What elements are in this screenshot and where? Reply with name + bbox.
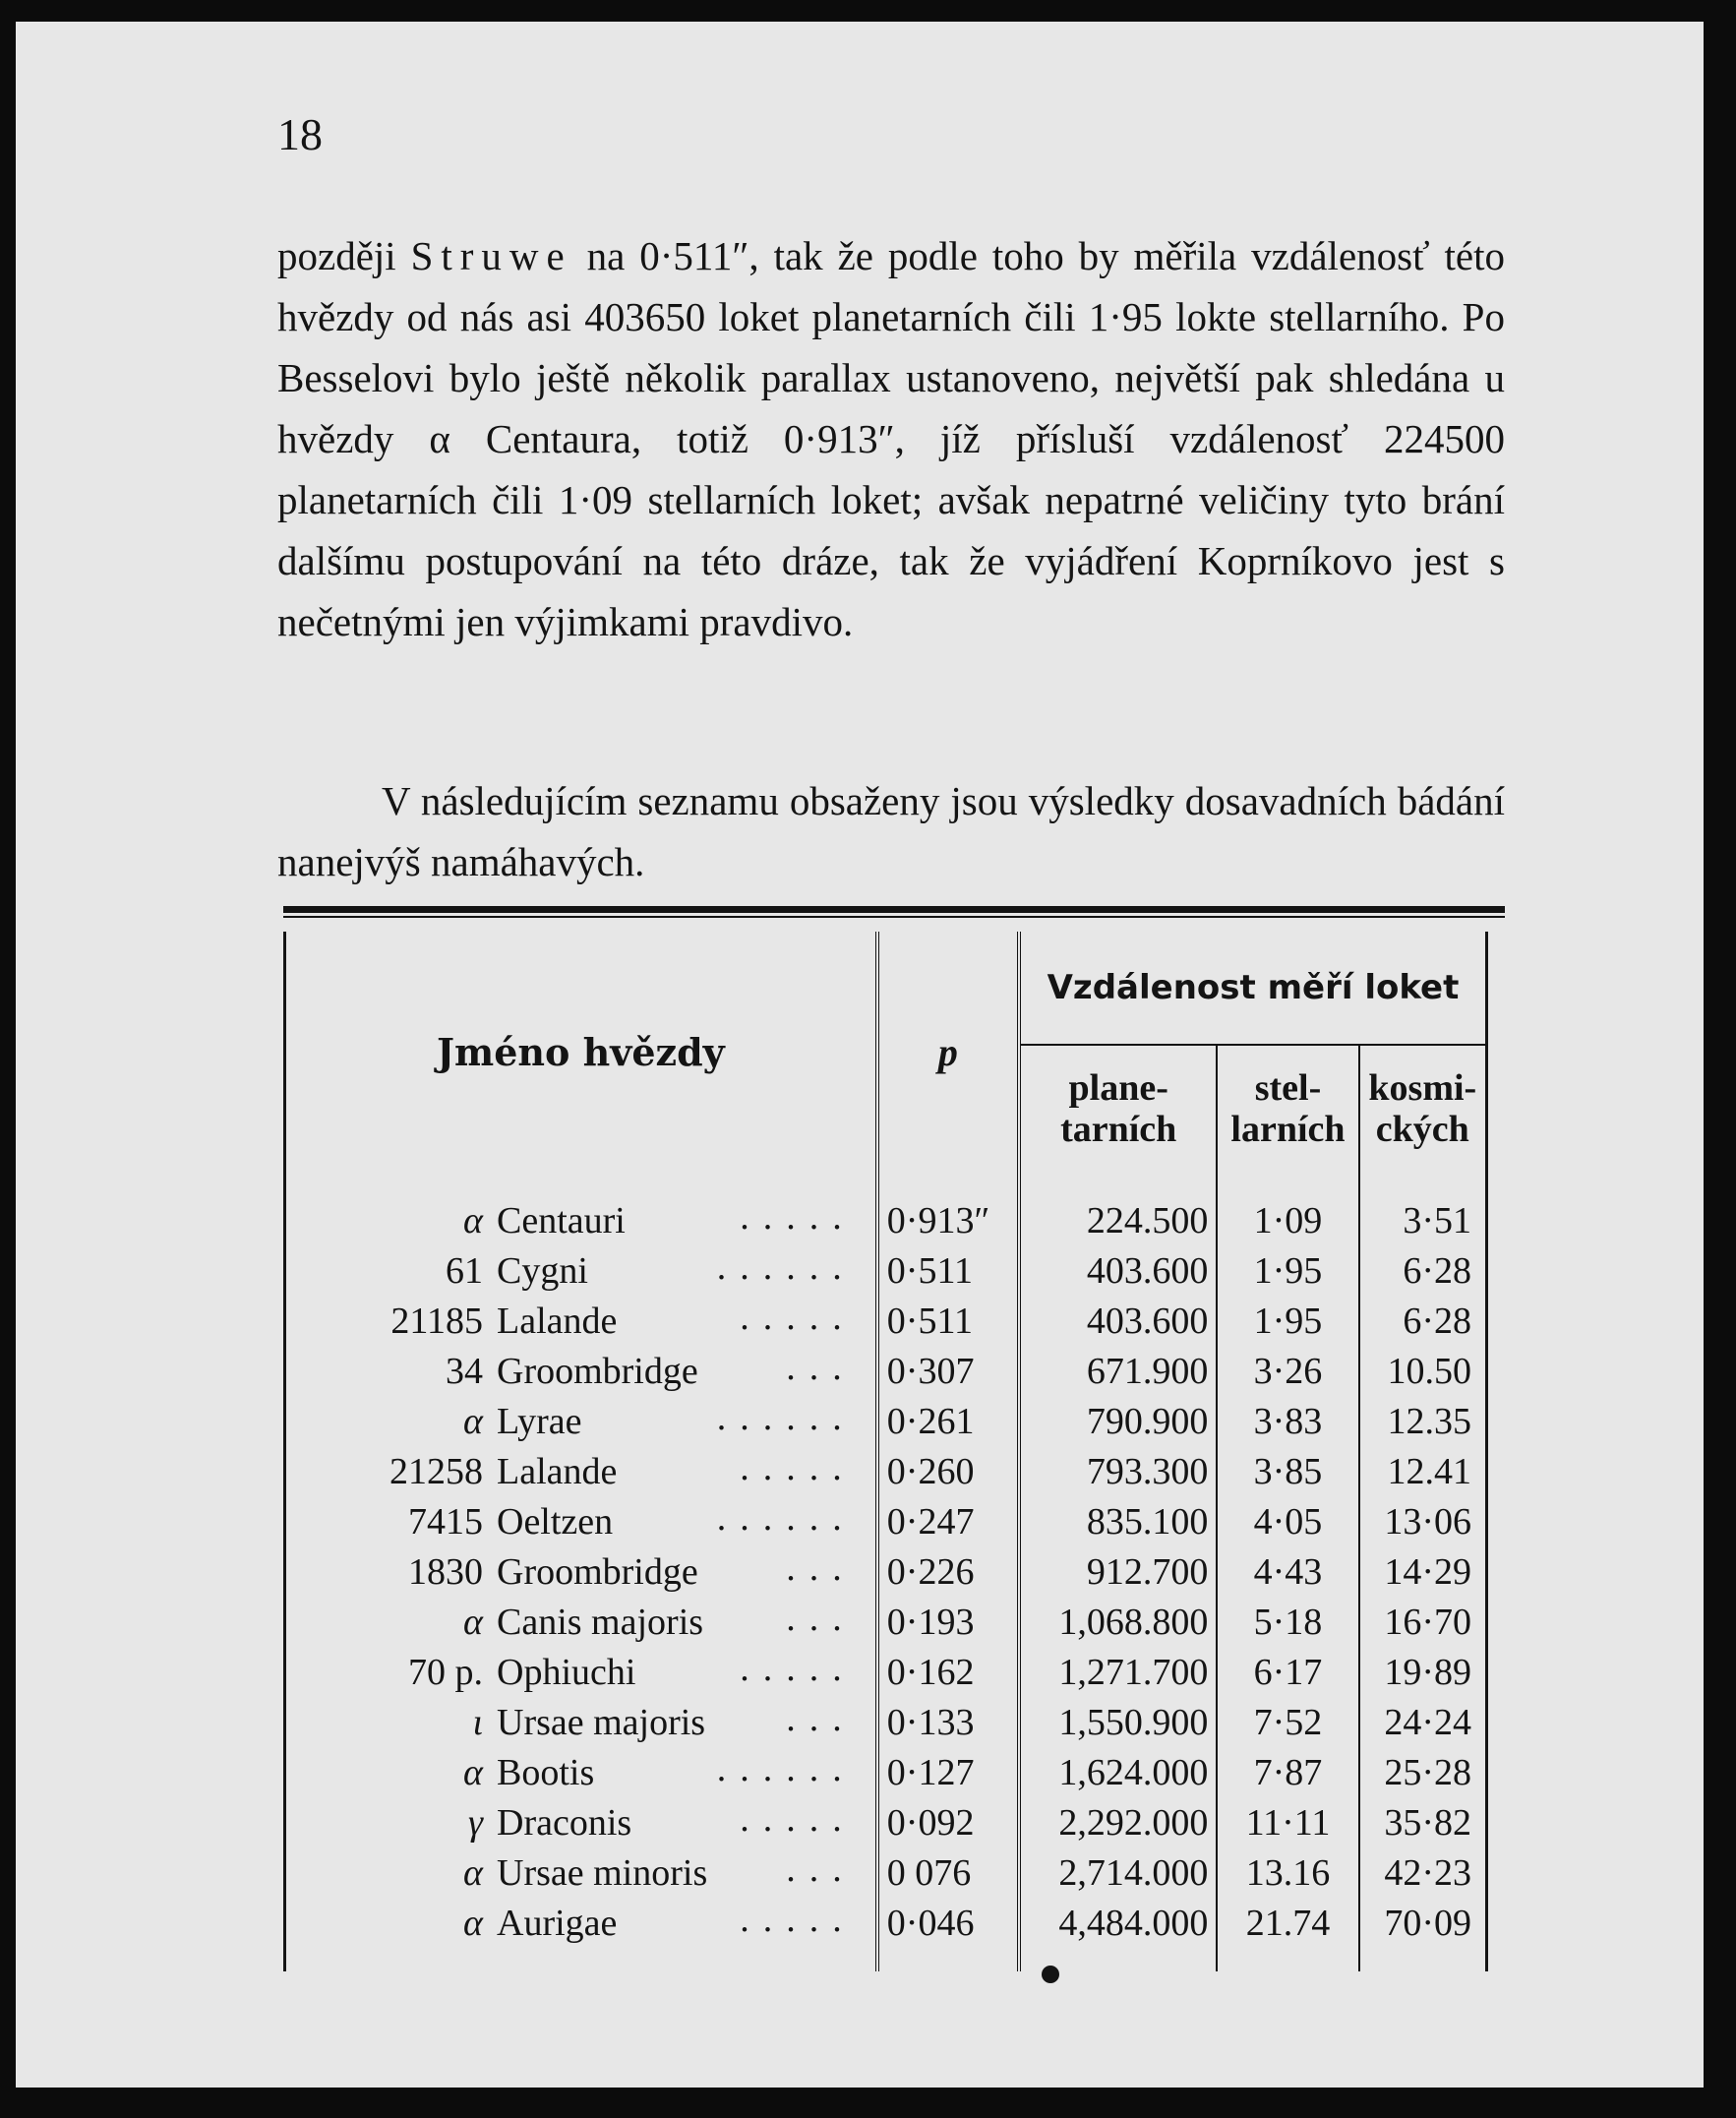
table-row — [285, 1647, 1487, 1697]
table-top-rule — [283, 906, 1505, 913]
cell-cosmic: 16·70 — [1359, 1597, 1487, 1647]
cell-planetary: 1,550.900 — [1019, 1697, 1217, 1747]
cell-star-name — [285, 1797, 877, 1847]
paragraph-list-intro: V následujícím seznamu obsaženy jsou výsledky dosavadních bádání nanejvýš namáhavých. — [277, 778, 1505, 884]
cell-planetary: 835.100 — [1019, 1496, 1217, 1546]
leader-dots: ... — [786, 1347, 856, 1388]
star-name: Ursae minoris — [497, 1851, 708, 1894]
star-name: Draconis — [497, 1801, 632, 1844]
cell-stellar: 11·11 — [1217, 1797, 1358, 1847]
cell-planetary: 671.900 — [1019, 1346, 1217, 1396]
cell-planetary: 403.600 — [1019, 1245, 1217, 1296]
leader-dots: ... — [786, 1598, 856, 1639]
cell-planetary: 403.600 — [1019, 1296, 1217, 1346]
cell-star-name — [285, 1346, 877, 1396]
cell-star-name — [285, 1847, 877, 1898]
cell-parallax: 0·226 — [877, 1546, 1019, 1597]
cell-star-name — [285, 1647, 877, 1697]
cell-cosmic: 3·51 — [1359, 1195, 1487, 1245]
cell-stellar: 7·87 — [1217, 1747, 1358, 1797]
leader-dots: ..... — [740, 1447, 856, 1488]
star-designation: ι — [472, 1701, 483, 1743]
star-designation: α — [463, 1851, 483, 1894]
cell-stellar: 21.74 — [1217, 1898, 1358, 1948]
leader-dots: ...... — [716, 1497, 856, 1539]
cell-cosmic: 6·28 — [1359, 1245, 1487, 1296]
cell-cosmic: 42·23 — [1359, 1847, 1487, 1898]
paragraph-parallax — [277, 225, 1505, 652]
table-row — [285, 1546, 1487, 1597]
cell-stellar: 3·26 — [1217, 1346, 1358, 1396]
star-name: Lalande — [497, 1300, 618, 1342]
cell-parallax: 0·046 — [877, 1898, 1019, 1948]
star-distance-table-wrap — [283, 906, 1505, 1971]
cell-cosmic: 14·29 — [1359, 1546, 1487, 1597]
leader-dots: ..... — [740, 1899, 856, 1940]
cell-star-name — [285, 1195, 877, 1245]
cell-star-name — [285, 1697, 877, 1747]
cell-stellar: 7·52 — [1217, 1697, 1358, 1747]
star-designation: 7415 — [408, 1500, 483, 1543]
cell-cosmic: 70·09 — [1359, 1898, 1487, 1948]
header-cosmic: kosmi- ckých — [1359, 1045, 1487, 1172]
table-row — [285, 1797, 1487, 1847]
table-row — [285, 1747, 1487, 1797]
cell-star-name — [285, 1296, 877, 1346]
cell-parallax: 0·261 — [877, 1396, 1019, 1446]
table-row — [285, 1496, 1487, 1546]
cell-parallax: 0·307 — [877, 1346, 1019, 1396]
table-row — [285, 1597, 1487, 1647]
cell-parallax: 0·511 — [877, 1245, 1019, 1296]
leader-dots: ...... — [716, 1748, 856, 1789]
leader-dots: ..... — [740, 1297, 856, 1338]
star-designation: α — [463, 1400, 483, 1442]
cell-planetary: 790.900 — [1019, 1396, 1217, 1446]
table-row — [285, 1898, 1487, 1948]
cell-planetary: 1,271.700 — [1019, 1647, 1217, 1697]
cell-star-name — [285, 1446, 877, 1496]
star-name: Cygni — [497, 1249, 588, 1292]
star-designation: α — [463, 1751, 483, 1793]
star-name: Groombridge — [497, 1550, 698, 1593]
star-name: Lalande — [497, 1450, 618, 1492]
cell-stellar: 6·17 — [1217, 1647, 1358, 1697]
cell-stellar: 13.16 — [1217, 1847, 1358, 1898]
cell-star-name — [285, 1546, 877, 1597]
star-name: Canis majoris — [497, 1601, 704, 1643]
cell-stellar: 1·09 — [1217, 1195, 1358, 1245]
book-page — [16, 22, 1704, 2088]
table-row — [285, 1847, 1487, 1898]
leader-dots: ..... — [740, 1798, 856, 1840]
star-designation: γ — [468, 1801, 483, 1844]
star-designation: 21258 — [389, 1450, 483, 1492]
cell-planetary: 912.700 — [1019, 1546, 1217, 1597]
cell-planetary: 1,624.000 — [1019, 1747, 1217, 1797]
star-designation: α — [463, 1199, 483, 1241]
cell-parallax: 0·913″ — [877, 1195, 1019, 1245]
star-designation: 70 p. — [408, 1651, 483, 1693]
cell-cosmic: 12.35 — [1359, 1396, 1487, 1446]
cell-cosmic: 12.41 — [1359, 1446, 1487, 1496]
table-body — [285, 1172, 1487, 1971]
header-parallax: p — [877, 932, 1019, 1172]
cell-stellar: 5·18 — [1217, 1597, 1358, 1647]
table-row — [285, 1346, 1487, 1396]
cell-stellar: 4·05 — [1217, 1496, 1358, 1546]
star-name: Lyrae — [497, 1400, 582, 1442]
page-number: 18 — [277, 109, 323, 159]
leader-dots: ... — [786, 1547, 856, 1589]
cell-planetary: 224.500 — [1019, 1195, 1217, 1245]
star-name: Centauri — [497, 1199, 626, 1241]
cell-star-name — [285, 1396, 877, 1446]
cell-parallax: 0·193 — [877, 1597, 1019, 1647]
leader-dots: ... — [786, 1848, 856, 1890]
star-designation: α — [463, 1601, 483, 1643]
cell-cosmic: 35·82 — [1359, 1797, 1487, 1847]
ink-blot — [1042, 1966, 1059, 1983]
cell-parallax: 0·247 — [877, 1496, 1019, 1546]
cell-planetary: 4,484.000 — [1019, 1898, 1217, 1948]
cell-cosmic: 19·89 — [1359, 1647, 1487, 1697]
name-struwe: Struwe — [410, 233, 572, 278]
cell-cosmic: 6·28 — [1359, 1296, 1487, 1346]
table-spacer — [285, 1172, 1487, 1195]
header-stellar: stel- larních — [1217, 1045, 1358, 1172]
cell-stellar: 1·95 — [1217, 1296, 1358, 1346]
table-spacer — [285, 1948, 1487, 1971]
star-designation: 21185 — [390, 1300, 483, 1342]
leader-dots: ... — [786, 1698, 856, 1739]
cell-parallax: 0·127 — [877, 1747, 1019, 1797]
cell-cosmic: 25·28 — [1359, 1747, 1487, 1797]
star-designation: 61 — [446, 1249, 483, 1292]
cell-star-name — [285, 1898, 877, 1948]
star-name: Ophiuchi — [497, 1651, 636, 1693]
cell-planetary: 2,714.000 — [1019, 1847, 1217, 1898]
star-name: Ursae majoris — [497, 1701, 706, 1743]
cell-planetary: 793.300 — [1019, 1446, 1217, 1496]
cell-stellar: 4·43 — [1217, 1546, 1358, 1597]
table-row — [285, 1446, 1487, 1496]
cell-parallax: 0·260 — [877, 1446, 1019, 1496]
star-name: Groombridge — [497, 1350, 698, 1392]
header-distance-group: Vzdálenost měří loket — [1019, 932, 1487, 1045]
cell-planetary: 1,068.800 — [1019, 1597, 1217, 1647]
table-row — [285, 1697, 1487, 1747]
cell-cosmic: 24·24 — [1359, 1697, 1487, 1747]
cell-star-name — [285, 1747, 877, 1797]
leader-dots: ..... — [740, 1196, 856, 1238]
paragraph-text-rest: na 0·511″, tak že podle toho by měřila vzdálenosť této hvězdy od nás asi 403650 loket planetarních čili 1·95 lokte stellarního. Po Besselovi bylo ještě několik parallax ustanoveno, největší pak shledána u hvězdy α Centaura, totiž 0·913″, jíž přísluší vzdálenosť 224500 planetarních čili 1·09 stellarních loket; avšak nepatrné veličiny tyto brání dalšímu postupování na této dráze, tak že vyjádření Koprníkovo jest s nečetnými jen výjimkami pravdivo. — [277, 233, 1505, 644]
table-row — [285, 1195, 1487, 1245]
cell-cosmic: 10.50 — [1359, 1346, 1487, 1396]
cell-parallax: 0·133 — [877, 1697, 1019, 1747]
cell-star-name — [285, 1245, 877, 1296]
cell-stellar: 3·85 — [1217, 1446, 1358, 1496]
leader-dots: ...... — [716, 1246, 856, 1288]
table-row — [285, 1296, 1487, 1346]
table-top-rule-thin — [283, 916, 1505, 918]
cell-cosmic: 13·06 — [1359, 1496, 1487, 1546]
cell-planetary: 2,292.000 — [1019, 1797, 1217, 1847]
star-distance-table — [283, 932, 1488, 1971]
star-name: Bootis — [497, 1751, 595, 1793]
cell-star-name — [285, 1597, 877, 1647]
star-name: Oeltzen — [497, 1500, 614, 1543]
cell-parallax: 0·162 — [877, 1647, 1019, 1697]
paragraph-text-start: později — [277, 233, 411, 278]
leader-dots: ...... — [716, 1397, 856, 1438]
table-row — [285, 1245, 1487, 1296]
cell-stellar: 1·95 — [1217, 1245, 1358, 1296]
cell-parallax: 0·092 — [877, 1797, 1019, 1847]
cell-stellar: 3·83 — [1217, 1396, 1358, 1446]
star-designation: 1830 — [408, 1550, 483, 1593]
star-designation: 34 — [446, 1350, 483, 1392]
leader-dots: ..... — [740, 1648, 856, 1689]
header-star-name: Jméno hvězdy — [285, 932, 877, 1172]
star-name: Aurigae — [497, 1902, 618, 1944]
cell-parallax: 0·511 — [877, 1296, 1019, 1346]
star-designation: α — [463, 1902, 483, 1944]
cell-parallax: 0 076 — [877, 1847, 1019, 1898]
table-row — [285, 1396, 1487, 1446]
cell-star-name — [285, 1496, 877, 1546]
header-planetary: plane- tarních — [1019, 1045, 1217, 1172]
